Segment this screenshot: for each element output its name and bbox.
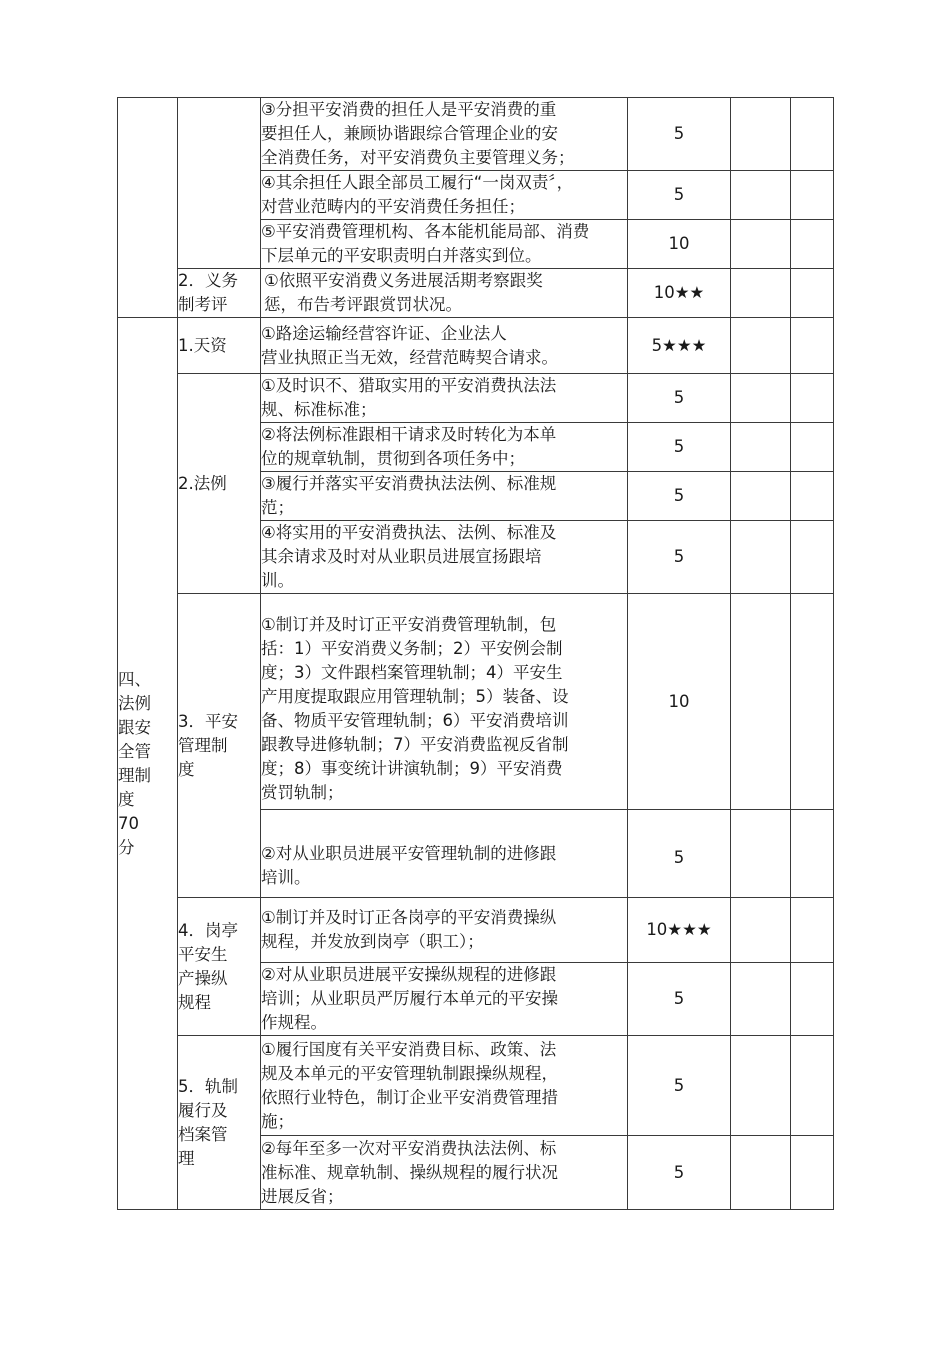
item-cell: ②将法例标准跟相干请求及时转化为本单 位的规章轨制，贯彻到各项任务中； — [261, 423, 628, 472]
table-row — [118, 374, 834, 423]
blank-cell — [791, 594, 834, 810]
item-cell: ④将实用的平安消费执法、法例、标准及 其余请求及时对从业职员进展宣扬跟培 训。 — [261, 521, 628, 594]
blank-cell — [791, 423, 834, 472]
table-row — [118, 1036, 834, 1136]
score-cell: 5★★★ — [628, 318, 731, 374]
score-cell: 5 — [628, 963, 731, 1036]
score-cell: 10★★ — [628, 269, 731, 318]
assessment-table — [117, 97, 834, 1210]
score-cell: 5 — [628, 472, 731, 521]
item-cell: ①依照平安消费义务进展活期考察跟奖 惩，布告考评跟赏罚状况。 — [261, 269, 628, 318]
score-cell: 5 — [628, 521, 731, 594]
score-cell: 5 — [628, 423, 731, 472]
blank-cell — [731, 1036, 791, 1136]
subcategory-cell-blank — [178, 98, 261, 269]
score-cell: 5 — [628, 374, 731, 423]
blank-cell — [731, 423, 791, 472]
category-cell: 四、 法例 跟安 全管 理制 度 70 分 — [118, 318, 178, 1210]
item-cell: ①制订并及时订正各岗亭的平安消费操纵 规程，并发放到岗亭（职工）； — [261, 898, 628, 963]
blank-cell — [731, 374, 791, 423]
blank-cell — [791, 963, 834, 1036]
category-cell-blank — [118, 98, 178, 318]
blank-cell — [791, 1036, 834, 1136]
subcategory-cell: 1.天资 — [178, 318, 261, 374]
blank-cell — [791, 374, 834, 423]
score-cell: 10 — [628, 220, 731, 269]
score-cell: 5 — [628, 171, 731, 220]
item-cell: ①路途运输经营容许证、企业法人 营业执照正当无效，经营范畴契合请求。 — [261, 318, 628, 374]
blank-cell — [731, 594, 791, 810]
item-cell: ③履行并落实平安消费执法法例、标准规 范； — [261, 472, 628, 521]
score-cell: 5 — [628, 1036, 731, 1136]
blank-cell — [791, 472, 834, 521]
item-cell: ①制订并及时订正平安消费管理轨制，包 括：1）平安消费义务制；2）平安例会制 度；3）文件跟档案管理轨制；4）平安生 产用度提取跟应用管理轨制；5）装备、设 备、物质平安管理轨制；6）平安消费培训 跟教导进修轨制；7）平安消费监视反省制 度；8）事变统计讲演轨制；9）平安消费 赏罚轨制； — [261, 594, 628, 810]
subcategory-cell: 2.法例 — [178, 374, 261, 594]
score-cell: 5 — [628, 810, 731, 898]
table-row — [118, 269, 834, 318]
blank-cell — [731, 220, 791, 269]
blank-cell — [791, 521, 834, 594]
blank-cell — [791, 220, 834, 269]
blank-cell — [791, 1136, 834, 1210]
item-cell: ②每年至多一次对平安消费执法法例、标 准标准、规章轨制、操纵规程的履行状况 进展反省； — [261, 1136, 628, 1210]
blank-cell — [731, 1136, 791, 1210]
blank-cell — [791, 171, 834, 220]
blank-cell — [731, 963, 791, 1036]
item-cell: ①及时识不、猎取实用的平安消费执法法 规、标准标准； — [261, 374, 628, 423]
item-cell: ②对从业职员进展平安操纵规程的进修跟 培训；从业职员严厉履行本单元的平安操 作规程。 — [261, 963, 628, 1036]
blank-cell — [791, 810, 834, 898]
blank-cell — [731, 171, 791, 220]
item-cell: ③分担平安消费的担任人是平安消费的重 要担任人，兼顾协谐跟综合管理企业的安 全消费任务，对平安消费负主要管理义务； — [261, 98, 628, 171]
item-cell: ④其余担任人跟全部员工履行“一岗双责〞， 对营业范畴内的平安消费任务担任； — [261, 171, 628, 220]
blank-cell — [791, 98, 834, 171]
blank-cell — [791, 269, 834, 318]
subcategory-cell: 2．义务 制考评 — [178, 269, 261, 318]
item-cell: ⑤平安消费管理机构、各本能机能局部、消费 下层单元的平安职责明白并落实到位。 — [261, 220, 628, 269]
blank-cell — [731, 472, 791, 521]
blank-cell — [791, 318, 834, 374]
table-row — [118, 318, 834, 374]
blank-cell — [791, 898, 834, 963]
subcategory-cell: 3．平安 管理制 度 — [178, 594, 261, 898]
blank-cell — [731, 269, 791, 318]
subcategory-cell: 5．轨制 履行及 档案管 理 — [178, 1036, 261, 1210]
score-cell: 10★★★ — [628, 898, 731, 963]
table-row — [118, 898, 834, 963]
score-cell: 5 — [628, 1136, 731, 1210]
blank-cell — [731, 318, 791, 374]
blank-cell — [731, 898, 791, 963]
item-cell: ②对从业职员进展平安管理轨制的进修跟 培训。 — [261, 810, 628, 898]
score-cell: 5 — [628, 98, 731, 171]
table-row — [118, 594, 834, 810]
table-row — [118, 98, 834, 171]
score-cell: 10 — [628, 594, 731, 810]
subcategory-cell: 4．岗亭 平安生 产操纵 规程 — [178, 898, 261, 1036]
blank-cell — [731, 810, 791, 898]
blank-cell — [731, 521, 791, 594]
item-cell: ①履行国度有关平安消费目标、政策、法 规及本单元的平安管理轨制跟操纵规程， 依照行业特色，制订企业平安消费管理措 施； — [261, 1036, 628, 1136]
blank-cell — [731, 98, 791, 171]
